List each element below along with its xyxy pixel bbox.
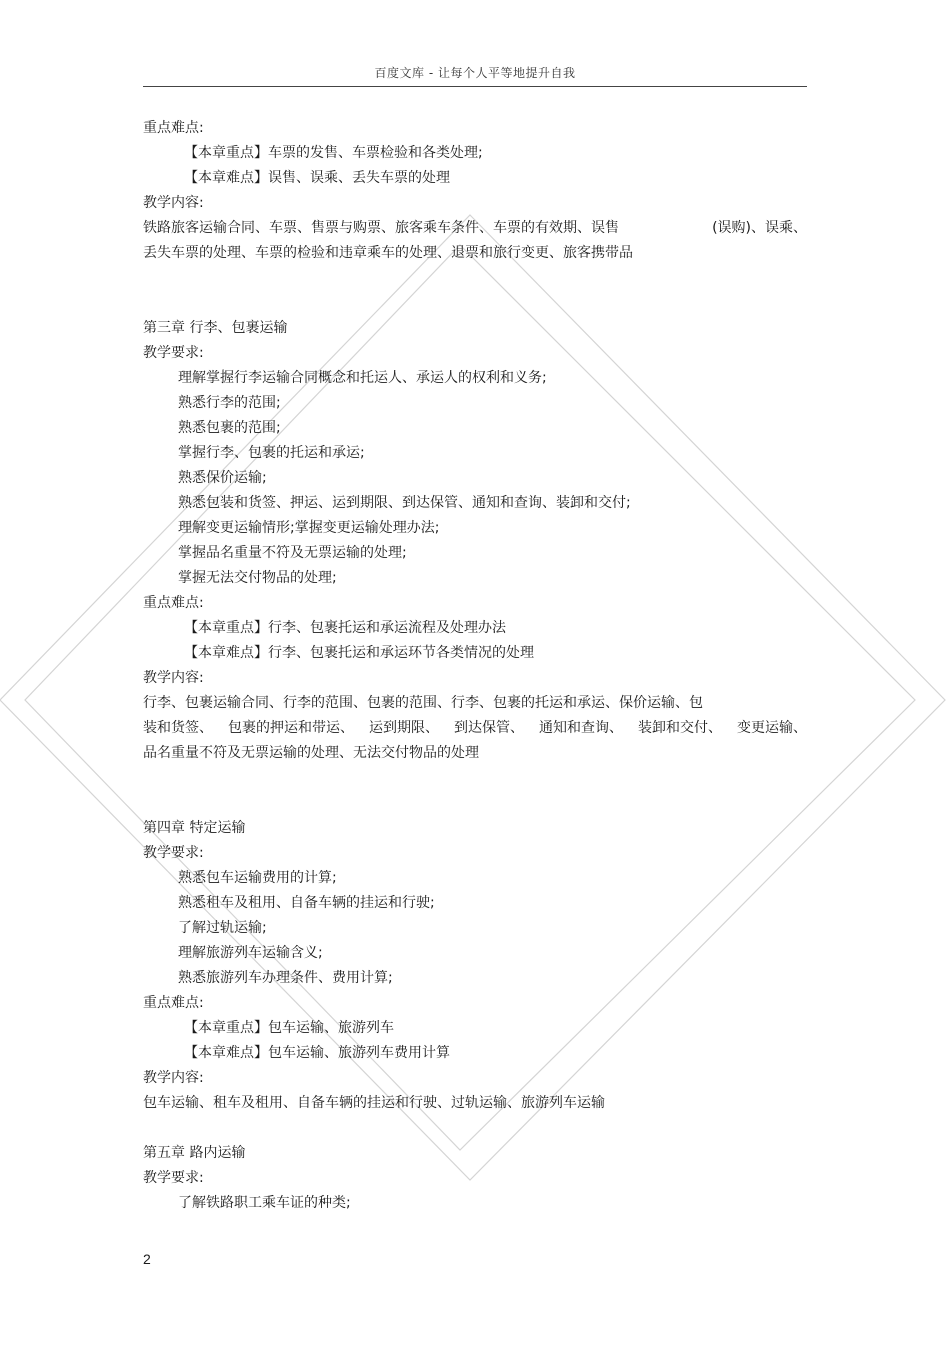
requirement-item: 熟悉租车及租用、自备车辆的挂运和行驶; bbox=[178, 895, 435, 911]
requirement-item: 掌握无法交付物品的处理; bbox=[178, 570, 337, 586]
requirement-item: 了解过轨运输; bbox=[178, 920, 267, 936]
chapter-4-difficulty: 【本章难点】包车运输、旅游列车费用计算 bbox=[184, 1045, 450, 1061]
heading-key-points: 重点难点: bbox=[143, 120, 204, 136]
text-segment: 通知和查询、 bbox=[539, 720, 623, 736]
chapter-3-title: 第三章 行李、包裹运输 bbox=[143, 320, 288, 336]
text-segment: 变更运输、 bbox=[737, 720, 807, 736]
heading-teaching-requirements: 教学要求: bbox=[143, 845, 204, 861]
chapter-2-difficulty: 【本章难点】误售、误乘、丢失车票的处理 bbox=[184, 170, 450, 186]
requirement-item: 掌握品名重量不符及无票运输的处理; bbox=[178, 545, 407, 561]
chapter-3-difficulty: 【本章难点】行李、包裹托运和承运环节各类情况的处理 bbox=[184, 645, 534, 661]
requirement-item: 掌握行李、包裹的托运和承运; bbox=[178, 445, 365, 461]
page-header: 百度文库 - 让每个人平等地提升自我 bbox=[374, 66, 576, 80]
header-divider bbox=[143, 86, 807, 87]
requirement-item: 理解变更运输情形;掌握变更运输处理办法; bbox=[178, 520, 440, 536]
requirement-item: 了解铁路职工乘车证的种类; bbox=[178, 1195, 351, 1211]
chapter-2-key-point: 【本章重点】车票的发售、车票检验和各类处理; bbox=[184, 145, 483, 161]
chapter-2-content-line-1 bbox=[143, 218, 807, 238]
heading-key-points: 重点难点: bbox=[143, 595, 204, 611]
text-segment: 到达保管、 bbox=[454, 720, 524, 736]
heading-teaching-content: 教学内容: bbox=[143, 195, 204, 211]
chapter-3-content-line-2 bbox=[143, 718, 807, 738]
chapter-4-key-point: 【本章重点】包车运输、旅游列车 bbox=[184, 1020, 394, 1036]
chapter-4-content-line-1: 包车运输、租车及租用、自备车辆的挂运和行驶、过轨运输、旅游列车运输 bbox=[143, 1095, 605, 1111]
requirement-item: 熟悉保价运输; bbox=[178, 470, 267, 486]
page-number: 2 bbox=[143, 1251, 151, 1267]
text-segment: 铁路旅客运输合同、车票、售票与购票、旅客乘车条件、车票的有效期、误售 bbox=[143, 220, 619, 236]
heading-teaching-requirements: 教学要求: bbox=[143, 345, 204, 361]
requirement-item: 熟悉包裹的范围; bbox=[178, 420, 281, 436]
chapter-4-title: 第四章 特定运输 bbox=[143, 820, 246, 836]
requirement-item: 理解掌握行李运输合同概念和托运人、承运人的权利和义务; bbox=[178, 370, 547, 386]
text-segment: 装和货签、 bbox=[143, 720, 213, 736]
text-segment: 包裹的押运和带运、 bbox=[228, 720, 354, 736]
requirement-item: 理解旅游列车运输含义; bbox=[178, 945, 323, 961]
requirement-item: 熟悉旅游列车办理条件、费用计算; bbox=[178, 970, 393, 986]
text-segment: 运到期限、 bbox=[369, 720, 439, 736]
heading-teaching-content: 教学内容: bbox=[143, 1070, 204, 1086]
heading-teaching-content: 教学内容: bbox=[143, 670, 204, 686]
requirement-item: 熟悉包车运输费用的计算; bbox=[178, 870, 337, 886]
text-segment: 装卸和交付、 bbox=[638, 720, 722, 736]
heading-teaching-requirements: 教学要求: bbox=[143, 1170, 204, 1186]
chapter-3-content-line-1: 行李、包裹运输合同、行李的范围、包裹的范围、行李、包裹的托运和承运、保价运输、包 bbox=[143, 695, 703, 711]
chapter-3-content-line-3: 品名重量不符及无票运输的处理、无法交付物品的处理 bbox=[143, 745, 479, 761]
chapter-3-key-point: 【本章重点】行李、包裹托运和承运流程及处理办法 bbox=[184, 620, 506, 636]
heading-key-points: 重点难点: bbox=[143, 995, 204, 1011]
requirement-item: 熟悉包装和货签、押运、运到期限、到达保管、通知和查询、装卸和交付; bbox=[178, 495, 631, 511]
chapter-2-content-line-2: 丢失车票的处理、车票的检验和违章乘车的处理、退票和旅行变更、旅客携带品 bbox=[143, 245, 633, 261]
text-segment: (误购)、误乘、 bbox=[712, 220, 807, 236]
requirement-item: 熟悉行李的范围; bbox=[178, 395, 281, 411]
chapter-5-title: 第五章 路内运输 bbox=[143, 1145, 246, 1161]
